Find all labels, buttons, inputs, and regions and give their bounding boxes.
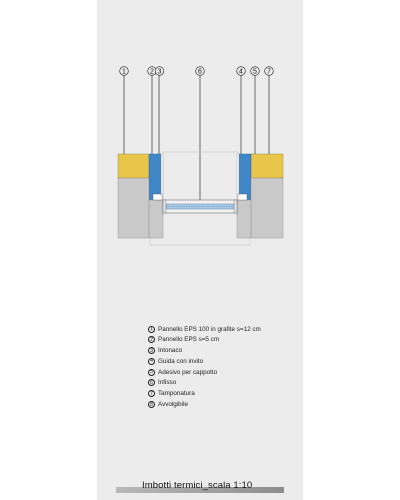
callout-7 xyxy=(265,67,274,76)
legend-item xyxy=(148,346,298,356)
legend-text: Guida con invito xyxy=(158,357,204,365)
callout-number: 2 xyxy=(150,68,154,76)
legend-item xyxy=(148,378,298,388)
left-masonry-return xyxy=(149,200,163,238)
right-plaster xyxy=(237,154,239,200)
right-wall xyxy=(237,154,283,238)
left-eps-panel xyxy=(149,154,161,200)
legend xyxy=(148,324,298,410)
legend-number-badge: 6 xyxy=(148,379,155,386)
legend-text: Pannello EPS 100 in grafite s=12 cm xyxy=(158,325,261,333)
drawing-title: Imbotti termici_scala 1:10 xyxy=(142,480,253,491)
legend-item xyxy=(148,389,298,399)
callout-number: 3 xyxy=(157,68,162,76)
right-eps-panel xyxy=(239,154,251,200)
right-graphite-panel xyxy=(251,154,283,178)
legend-item xyxy=(148,367,298,377)
callout-number: 4 xyxy=(239,68,243,76)
left-plaster xyxy=(161,154,163,200)
legend-text: Avvolgibile xyxy=(158,401,188,409)
callout-3 xyxy=(155,67,164,76)
right-masonry xyxy=(251,178,283,238)
callout-number: 1 xyxy=(122,68,126,76)
legend-number-badge: 8 xyxy=(148,401,155,408)
legend-number-badge: 5 xyxy=(148,369,155,376)
legend-text: Intonaco xyxy=(158,347,183,355)
callout-number: 5 xyxy=(253,68,257,76)
legend-text: Infisso xyxy=(158,379,177,387)
legend-item xyxy=(148,356,298,366)
legend-text: Adesivo per cappotto xyxy=(158,368,218,376)
legend-number-badge: 1 xyxy=(148,326,155,333)
legend-number-badge: 3 xyxy=(148,347,155,354)
callout-number: 7 xyxy=(267,68,271,76)
legend-item xyxy=(148,335,298,345)
left-wall xyxy=(118,154,163,238)
window-frame xyxy=(163,200,237,213)
left-guide xyxy=(153,194,162,200)
legend-item xyxy=(148,324,298,334)
callout-number: 6 xyxy=(198,68,202,76)
legend-text: Tamponatura xyxy=(158,390,195,398)
right-masonry-return xyxy=(237,200,251,238)
left-masonry xyxy=(118,178,149,238)
legend-number-badge: 7 xyxy=(148,390,155,397)
legend-number-badge: 2 xyxy=(148,336,155,343)
callout-6 xyxy=(196,67,205,76)
legend-item xyxy=(148,400,298,410)
legend-text: Pannello EPS s=5 cm xyxy=(158,336,220,344)
callouts xyxy=(120,67,274,76)
callout-5 xyxy=(251,67,260,76)
callout-1 xyxy=(120,67,129,76)
right-guide xyxy=(238,194,247,200)
callout-4 xyxy=(237,67,246,76)
legend-number-badge: 4 xyxy=(148,358,155,365)
left-graphite-panel xyxy=(118,154,149,178)
